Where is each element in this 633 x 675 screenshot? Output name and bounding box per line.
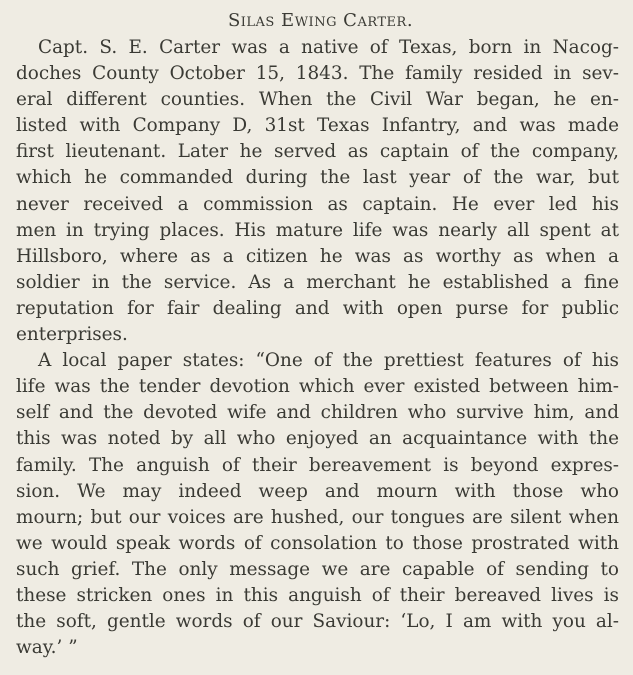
text-line: eral different counties. When the Civil War began, he en- xyxy=(16,89,619,111)
paragraph-quotation xyxy=(16,348,619,661)
text-line: family. The anguish of their bereavement is beyond expres- xyxy=(16,454,619,476)
text-line: A local paper states: “One of the prettiest features of his xyxy=(38,350,619,372)
text-line: first lieutenant. Later he served as captain of the company, xyxy=(16,141,619,163)
text-line: way.’ ” xyxy=(16,637,78,659)
text-line: soldier in the service. As a merchant he established a fine xyxy=(16,271,619,293)
text-line: the soft, gentle words of our Saviour: ‘Lo, I am with you al- xyxy=(16,611,619,633)
paragraph-biography xyxy=(16,35,619,348)
page-title: Silas Ewing Carter. xyxy=(227,10,414,31)
text-line: mourn; but our voices are hushed, our tongues are silent when xyxy=(16,506,619,528)
text-line: never received a commission as captain. He ever led his xyxy=(16,193,619,215)
text-line: these stricken ones in this anguish of their bereaved lives is xyxy=(16,584,619,606)
text-line: self and the devoted wife and children who survive him, and xyxy=(16,402,619,424)
text-line: men in trying places. His mature life was nearly all spent at xyxy=(16,219,619,241)
text-line: Capt. S. E. Carter was a native of Texas, born in Nacog- xyxy=(38,37,619,58)
text-line: this was noted by all who enjoyed an acquaintance with the xyxy=(16,428,619,450)
text-line: Hillsboro, where as a citizen he was as worthy as when a xyxy=(16,245,619,267)
text-line: life was the tender devotion which ever existed between him- xyxy=(16,376,619,398)
text-line: doches County October 15, 1843. The family resided in sev- xyxy=(16,63,619,85)
text-line: we would speak words of consolation to those prostrated with xyxy=(16,532,619,554)
text-line: enterprises. xyxy=(16,324,128,346)
text-line: reputation for fair dealing and with open purse for public xyxy=(16,297,619,319)
text-line: listed with Company D, 31st Texas Infantry, and was made xyxy=(16,115,619,137)
text-line: which he commanded during the last year of the war, but xyxy=(16,167,619,189)
text-line: sion. We may indeed weep and mourn with those who xyxy=(16,480,619,502)
text-line: such grief. The only message we are capable of sending to xyxy=(16,558,619,580)
